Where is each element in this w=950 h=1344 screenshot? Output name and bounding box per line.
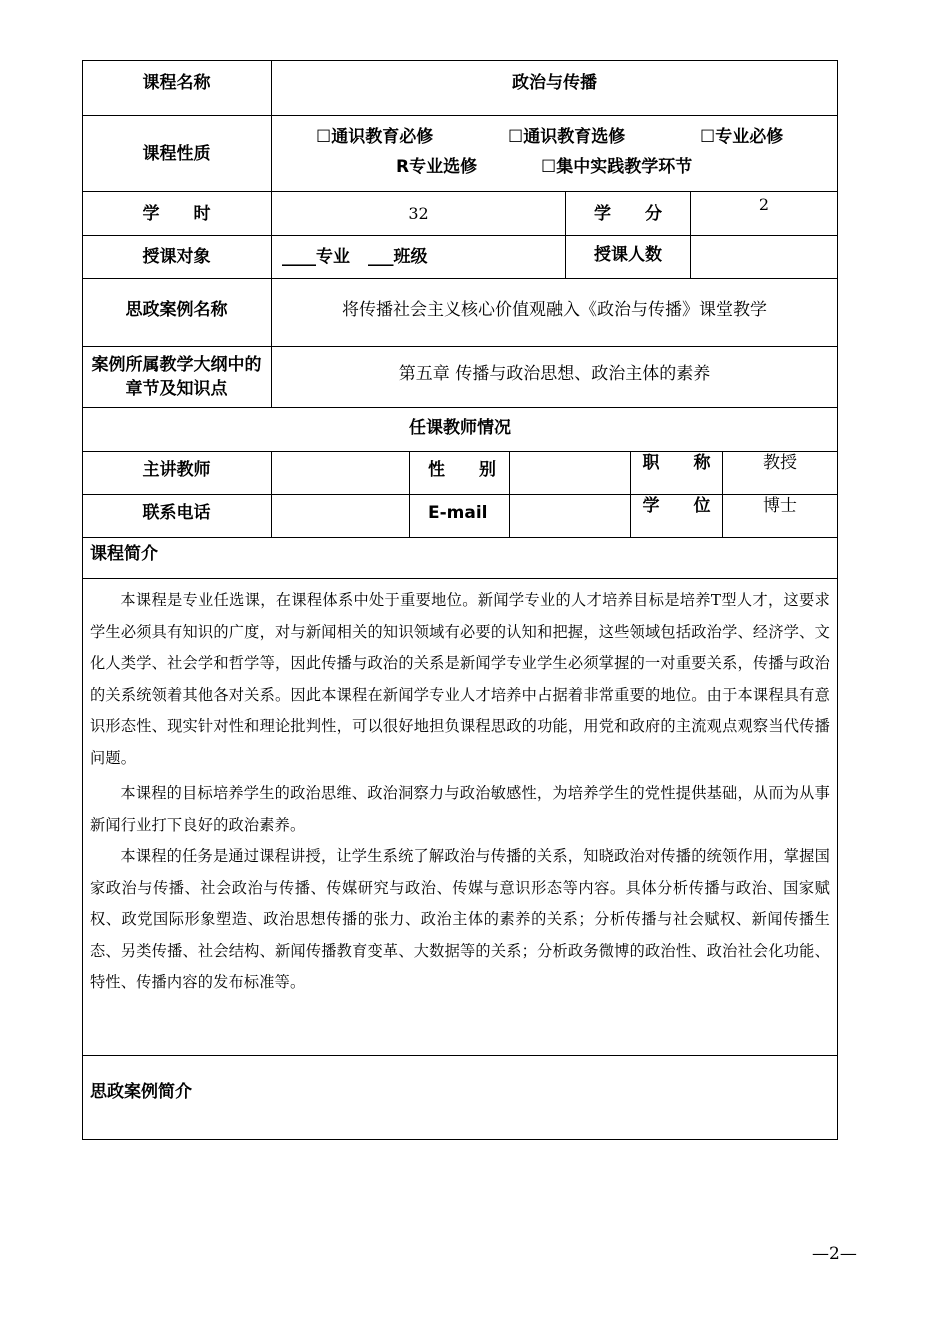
hours-label: 学 时 [142,203,211,224]
credits-value: 2 [758,195,770,214]
degree-value: 博士 [763,496,797,516]
title-value: 教授 [763,453,797,473]
chapter-value: 第五章 传播与政治思想、政治主体的素养 [398,364,711,384]
course-nature-label: 课程性质 [142,143,211,164]
option-major-elective[interactable]: R专业选修 [396,157,478,177]
email-value [510,495,630,537]
title-label: 职 称 [642,453,711,473]
case-name-value: 将传播社会主义核心价值观融入《政治与传播》课堂教学 [342,300,767,320]
gender-label: 性 别 [428,460,496,480]
row-divider [82,578,838,579]
row-divider [82,1055,838,1056]
course-name-label: 课程名称 [142,73,211,93]
option-general-elective[interactable]: ☐通识教育选修 [508,127,626,147]
enrollment-label: 授课人数 [594,244,662,265]
intro-paragraph-3: 本课程的任务是通过课程讲授，让学生系统了解政治与传播的关系，知晓政治对传播的统领作用，掌握国家政治与传播、社会政治与传播、传媒研究与政治、传媒与意识形态等内容。具体分析传播与政治、国家赋权、政党国际形象塑造、政治思想传播的张力、政治主体的素养的关系；分析传播与社会赋权、新闻传播生态、另类传播、社会结构、新闻传播教育变革、大数据等的关系；分析政务微博的政治性、政治社会化功能、特性、传播内容的发布标准等。 [90,847,830,991]
gender-value [510,452,630,494]
table-border [82,1139,838,1140]
intro-label: 课程简介 [90,544,158,564]
audience-major: ____专业 [282,247,350,267]
intro-paragraph-1: 本课程是专业任选课，在课程体系中处于重要地位。新闻学专业的人才培养目标是培养T型人才，这要求学生必须具有知识的广度，对与新闻相关的知识领域有必要的认知和把握，这些领域包括政治学、经济学、文化人类学、社会学和哲学等，因此传播与政治的关系是新闻学专业学生必须掌握的一对重要关系，传播与政治的关系统领着其他各对关系。因此本课程在新闻学专业人才培养中占据着非常重要的地位。由于本课程具有意识形态性、现实针对性和理论批判性，可以很好地担负课程思政的功能，用党和政府的主流观点观察当代传播问题。 [90,591,830,767]
page-number: —2— [812,1244,857,1264]
option-general-required[interactable]: ☐通识教育必修 [316,127,434,147]
audience-value [272,236,565,278]
course-name-value: 政治与传播 [512,73,597,93]
intro-paragraph-2: 本课程的目标培养学生的政治思维、政治洞察力与政治敏感性，为培养学生的党性提供基础，从而为从事新闻行业打下良好的政治素养。 [90,784,830,834]
case-name-label: 思政案例名称 [125,300,228,320]
option-practice[interactable]: ☐集中实践教学环节 [541,157,693,177]
phone-value [272,495,409,537]
lecturer-value [272,452,409,494]
credits-label: 学 分 [594,203,662,224]
degree-label: 学 位 [642,496,711,516]
audience-label: 授课对象 [142,247,211,267]
phone-label: 联系电话 [142,503,211,523]
case-intro-label: 思政案例简介 [90,1082,192,1102]
chapter-label: 案例所属教学大纲中的章节及知识点 [91,355,262,399]
lecturer-label: 主讲教师 [142,460,211,480]
enrollment-value [691,236,837,278]
option-major-required[interactable]: ☐专业必修 [700,127,784,147]
table-border [837,60,838,1140]
email-label: E-mail [428,503,488,523]
course-info-form [82,60,838,1140]
audience-class: ___班级 [368,247,428,267]
teacher-section-title: 任课教师情况 [409,418,511,438]
hours-value: 32 [408,203,429,223]
